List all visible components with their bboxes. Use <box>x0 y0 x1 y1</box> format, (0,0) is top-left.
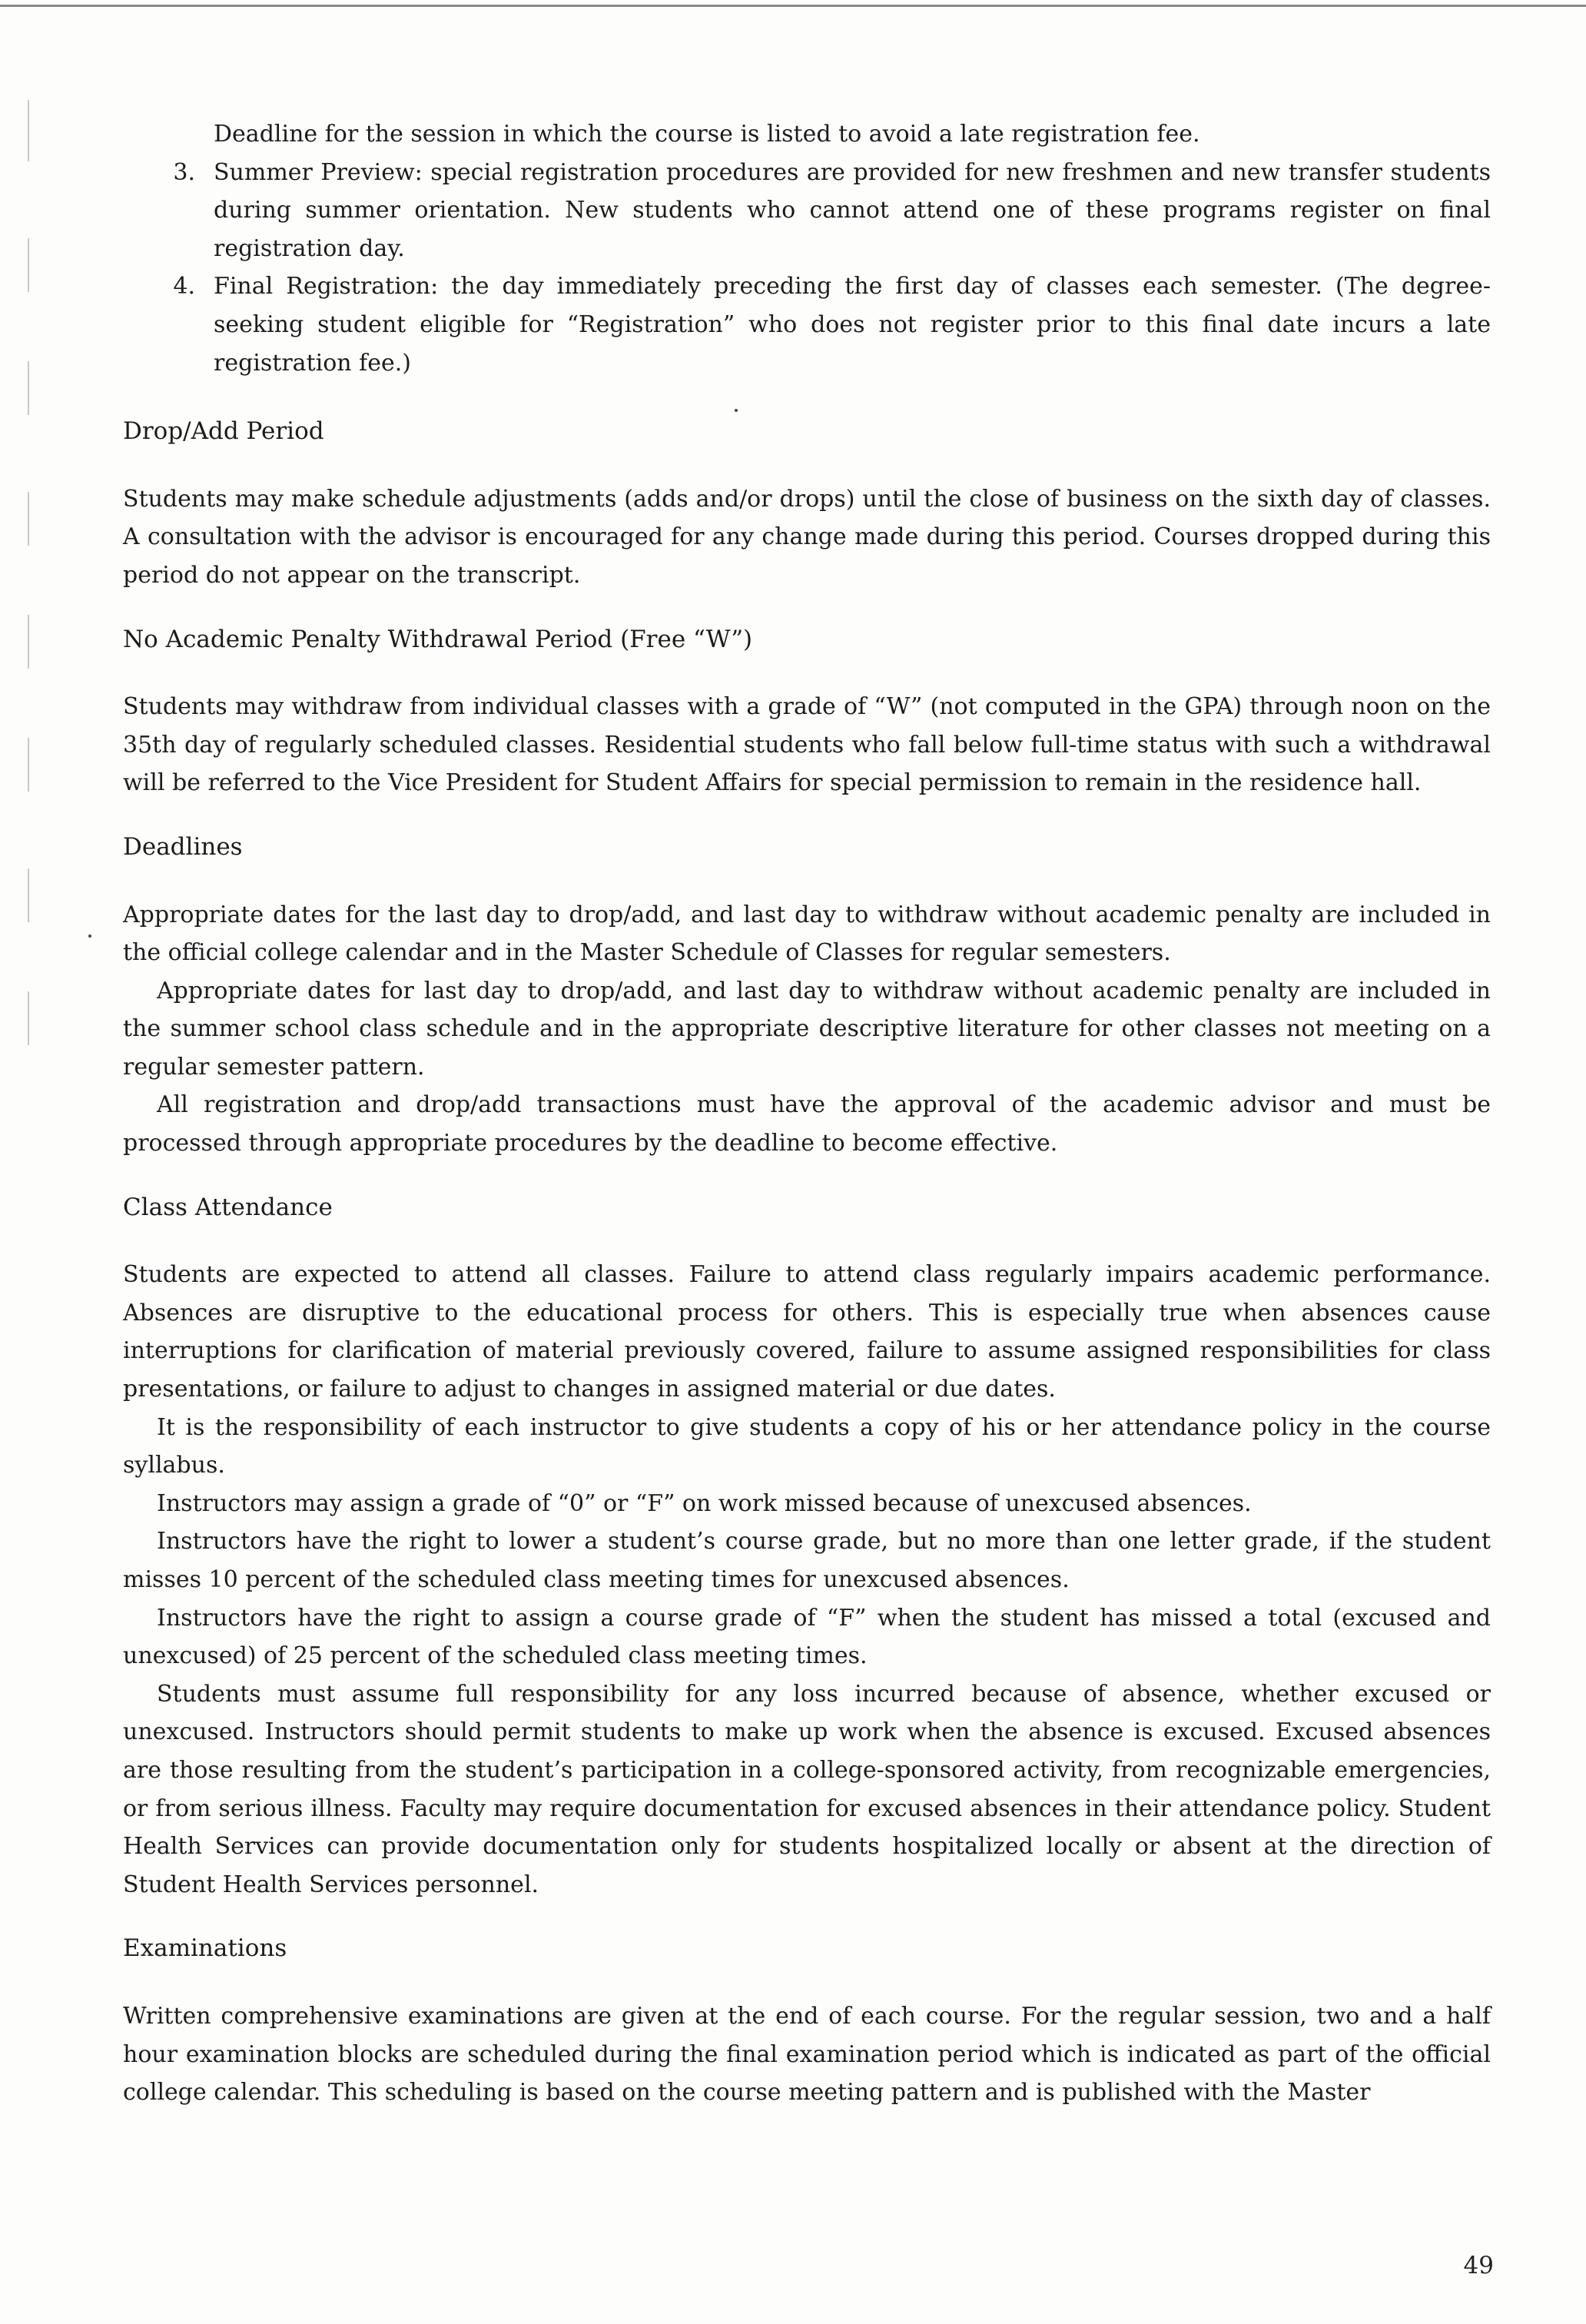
section-paragraph: Instructors have the right to assign a course grade of “F” when the student has missed a total (excused and unexcused) of 25 percent of the scheduled class meeting times. <box>123 1604 1491 1670</box>
section-paragraph: Instructors may assign a grade of “0” or “F” on work missed because of unexcused absences. <box>157 1489 1252 1517</box>
binding-mark <box>28 991 29 1045</box>
section-paragraph: Appropriate dates for last day to drop/add, and last day to withdraw without academic penalty are included in the summer school class schedule and in the appropriate descriptive literature for other classes not meeting on a regular semester pattern. <box>123 977 1491 1081</box>
list-number: 4. <box>173 273 195 300</box>
binding-mark <box>28 868 29 922</box>
list-item-text: Summer Preview: special registration procedures are provided for new freshmen and new transfer students during summer orientation. New students who cannot attend one of these programs register on final registration day. <box>214 158 1491 262</box>
list-item <box>123 154 1491 268</box>
list-continuation: Deadline for the session in which the course is listed to avoid a late registration fee. <box>214 121 1200 148</box>
top-rule <box>0 5 1586 7</box>
binding-mark <box>28 361 29 415</box>
section-heading-drop-add: Drop/Add Period <box>123 417 324 446</box>
section-paragraph: Written comprehensive examinations are given at the end of each course. For the regular session, two and a half hour examination blocks are scheduled during the final examination period which is indicated as part of the official college calendar. This scheduling is based on the course meeting pattern and is published with the Master <box>123 2002 1491 2107</box>
list-number: 3. <box>173 158 195 186</box>
binding-mark <box>28 615 29 669</box>
section-paragraph: It is the responsibility of each instructor to give students a copy of his or her attendance policy in the course syllabus. <box>123 1413 1491 1479</box>
binding-mark <box>28 238 29 292</box>
section-paragraph: Students are expected to attend all classes. Failure to attend class regularly impairs academic performance. Absences are disruptive to the educational process for others. This is especially true when absences cause interruptions for clarification of material previously covered, failure to assume assigned responsibilities for class presentations, or failure to adjust to changes in assigned material or due dates. <box>123 1261 1491 1403</box>
section-heading-attendance: Class Attendance <box>123 1193 333 1221</box>
scan-speck <box>88 935 91 938</box>
page-content <box>123 115 1491 2112</box>
section-paragraph: Students may withdraw from individual classes with a grade of “W” (not computed in the GPA) through noon on the 35th day of regularly scheduled classes. Residential students who fall below full-time status with such a withdrawal will be referred to the Vice President for Student Affairs for special permission to remain in the residence hall. <box>123 693 1491 797</box>
list-item <box>123 267 1491 382</box>
section-paragraph: Students may make schedule adjustments (adds and/or drops) until the close of business on the sixth day of classes. A consultation with the advisor is encouraged for any change made during this period. Courses dropped during this period do not appear on the transcript. <box>123 485 1491 589</box>
section-heading-examinations: Examinations <box>123 1934 287 1963</box>
section-heading-deadlines: Deadlines <box>123 832 243 861</box>
section-heading-withdrawal: No Academic Penalty Withdrawal Period (Free “W”) <box>123 625 753 653</box>
section-paragraph: All registration and drop/add transactions must have the approval of the academic advisor and must be processed through appropriate procedures by the deadline to become effective. <box>123 1091 1491 1157</box>
list-item-text: Final Registration: the day immediately preceding the first day of classes each semester. (The degree-seeking student eligible for “Registration” who does not register prior to this final date incurs a late registration fee.) <box>214 273 1491 377</box>
binding-mark <box>28 100 29 161</box>
section-paragraph: Students must assume full responsibility for any loss incurred because of absence, whether excused or unexcused. Instructors should permit students to make up work when the absence is excused. Excused absences are those resulting from the student’s participation in a college-sponsored activity, from recognizable emergencies, or from serious illness. Faculty may require documentation for excused absences in their attendance policy. Student Health Services can provide documentation only for students hospitalized locally or absent at the direction of Student Health Services personnel. <box>123 1680 1491 1898</box>
binding-mark <box>28 492 29 546</box>
section-paragraph: Instructors have the right to lower a student’s course grade, but no more than one letter grade, if the student misses 10 percent of the scheduled class meeting times for unexcused absences. <box>123 1528 1491 1593</box>
page-number: 49 <box>1463 2252 1494 2279</box>
binding-mark <box>28 738 29 792</box>
section-paragraph: Appropriate dates for the last day to drop/add, and last day to withdraw without academic penalty are included in the official college calendar and in the Master Schedule of Classes for regular semesters. <box>123 901 1491 967</box>
